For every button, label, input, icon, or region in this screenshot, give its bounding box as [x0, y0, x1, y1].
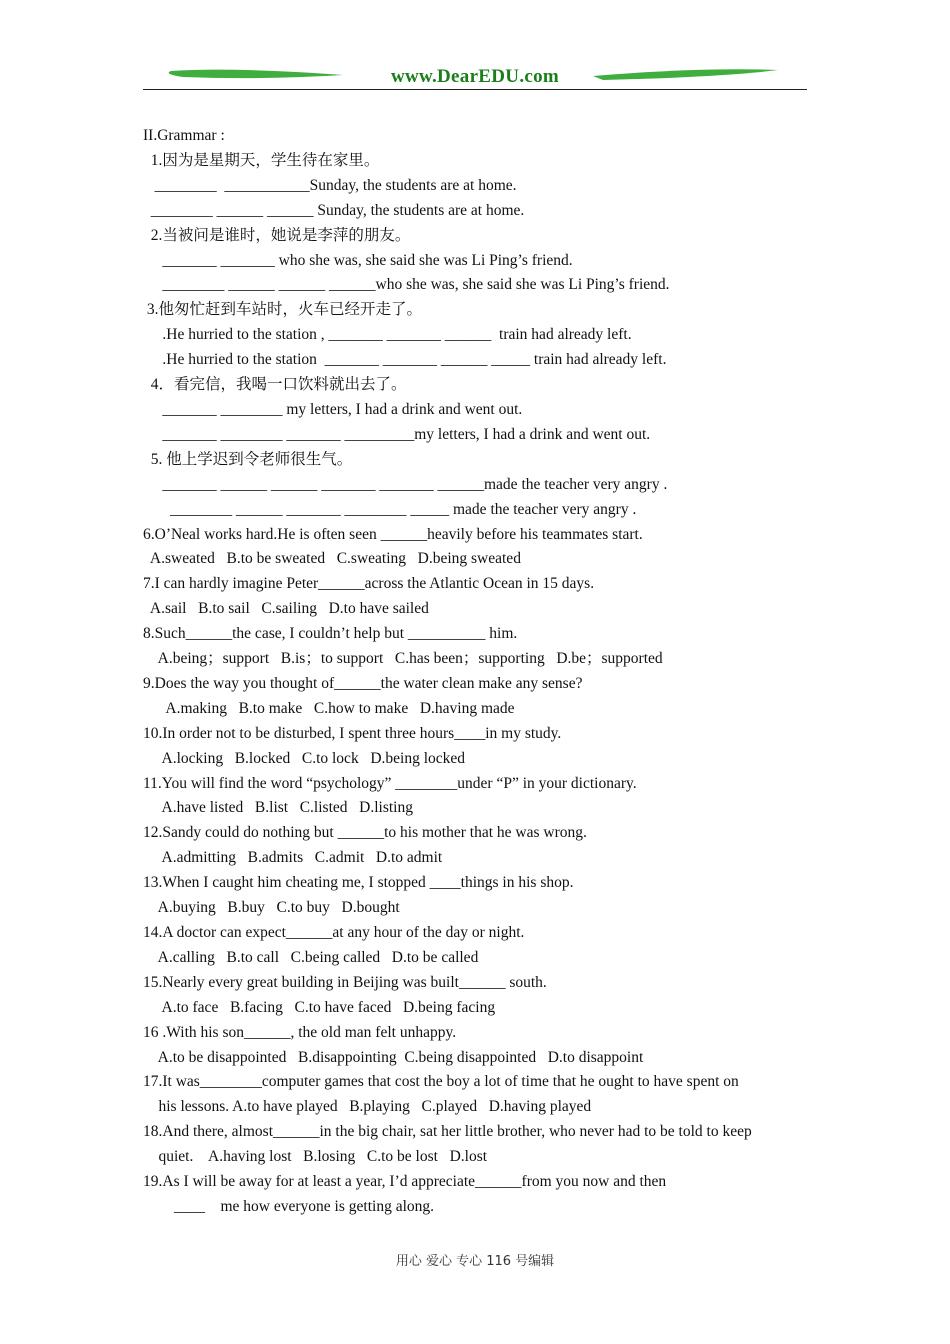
- exercise-line: 10.In order not to be disturbed, I spent three hours____in my study.: [143, 724, 562, 742]
- page-footer: 用心 爱心 专心 116 号编辑: [395, 1254, 555, 1269]
- exercise-line: 14.A doctor can expect______at any hour of the day or night.: [143, 924, 525, 941]
- exercise-line: A.admitting B.admits C.admit D.to admit: [143, 849, 443, 867]
- exercise-line: 7.I can hardly imagine Peter______across the Atlantic Ocean in 15 days.: [143, 575, 595, 593]
- exercise-line: A.calling B.to call C.being called D.to be called: [143, 948, 479, 966]
- exercise-line: _______ ______ ______ _______ _______ ______made the teacher very angry .: [143, 475, 668, 493]
- exercise-line: A.to be disappointed B.disappointing C.being disappointed D.to disappoint: [143, 1048, 644, 1066]
- exercise-line: 12.Sandy could do nothing but ______to his mother that he was wrong.: [143, 824, 587, 842]
- exercise-line: quiet. A.having lost B.losing C.to be lost D.lost: [143, 1148, 488, 1166]
- exercise-line: .He hurried to the station , _______ _______ ______ train had already left.: [143, 326, 632, 344]
- exercise-line: 19.As I will be away for at least a year, I’d appreciate______from you now and then: [143, 1173, 667, 1191]
- exercise-line: 15.Nearly every great building in Beijing was built______ south.: [143, 973, 547, 991]
- exercise-line: his lessons. A.to have played B.playing C.played D.having played: [143, 1098, 592, 1116]
- grammar-section: [143, 124, 823, 1220]
- exercise-line: A.locking B.locked C.to lock D.being locked: [143, 749, 466, 767]
- exercise-line: 16 .With his son______, the old man felt unhappy.: [143, 1023, 457, 1041]
- exercise-line: A.buying B.buy C.to buy D.bought: [143, 899, 400, 917]
- exercise-line: 1.因为是星期天，学生待在家里。: [143, 151, 380, 169]
- exercise-line: 3.他匆忙赶到车站时，火车已经开走了。: [143, 301, 423, 319]
- exercise-line: 8.Such______the case, I couldn’t help but __________ him.: [143, 625, 518, 643]
- site-logo-text: www.DearEDU.com: [390, 66, 560, 87]
- exercise-line: _______ ________ my letters, I had a drink and went out.: [143, 400, 523, 418]
- exercise-line: 18.And there, almost______in the big chair, sat her little brother, who never had to be told to keep: [143, 1123, 752, 1141]
- exercise-line: A.have listed B.list C.listed D.listing: [143, 799, 413, 817]
- exercise-line: 5. 他上学迟到令老师很生气。: [143, 450, 353, 468]
- exercise-line: 2.当被问是谁时，她说是李萍的朋友。: [143, 226, 411, 244]
- exercise-line: ________ ______ ______ Sunday, the students are at home.: [143, 201, 525, 219]
- exercise-line: _______ _______ who she was, she said she was Li Ping’s friend.: [143, 251, 573, 269]
- exercise-line: .He hurried to the station _______ _______ ______ _____ train had already left.: [143, 351, 667, 369]
- exercise-line: ________ ______ _______ ________ _____ made the teacher very angry .: [143, 500, 637, 518]
- exercise-line: ________ ___________Sunday, the students are at home.: [143, 176, 517, 194]
- header-rule: [143, 89, 807, 90]
- exercise-line: _______ ________ _______ _________my letters, I had a drink and went out.: [143, 425, 651, 443]
- section-title: II.Grammar :: [143, 127, 225, 144]
- exercise-line: 4．看完信，我喝一口饮料就出去了。: [143, 376, 407, 394]
- header-banner: [143, 64, 807, 92]
- exercise-line: ____ me how everyone is getting along.: [143, 1197, 435, 1215]
- exercise-line: 11.You will find the word “psychology” ________under “P” in your dictionary.: [143, 774, 637, 792]
- exercise-line: ________ ______ ______ ______who she was, she said she was Li Ping’s friend.: [143, 276, 670, 294]
- exercise-line: A.making B.to make C.how to make D.having made: [143, 699, 515, 717]
- exercise-line: 6.O’Neal works hard.He is often seen ______heavily before his teammates start.: [143, 525, 643, 543]
- exercise-line: A.being；support B.is；to support C.has been；supporting D.be；supported: [143, 650, 663, 668]
- exercise-line: 17.It was________computer games that cost the boy a lot of time that he ought to have spent on: [143, 1073, 739, 1091]
- exercise-line: A.sail B.to sail C.sailing D.to have sailed: [143, 600, 429, 618]
- exercise-line: A.sweated B.to be sweated C.sweating D.being sweated: [143, 550, 521, 568]
- exercise-lines: [143, 149, 823, 1220]
- exercise-line: 13.When I caught him cheating me, I stopped ____things in his shop.: [143, 874, 574, 892]
- exercise-line: 9.Does the way you thought of______the water clean make any sense?: [143, 674, 583, 692]
- exercise-line: A.to face B.facing C.to have faced D.being facing: [143, 998, 496, 1016]
